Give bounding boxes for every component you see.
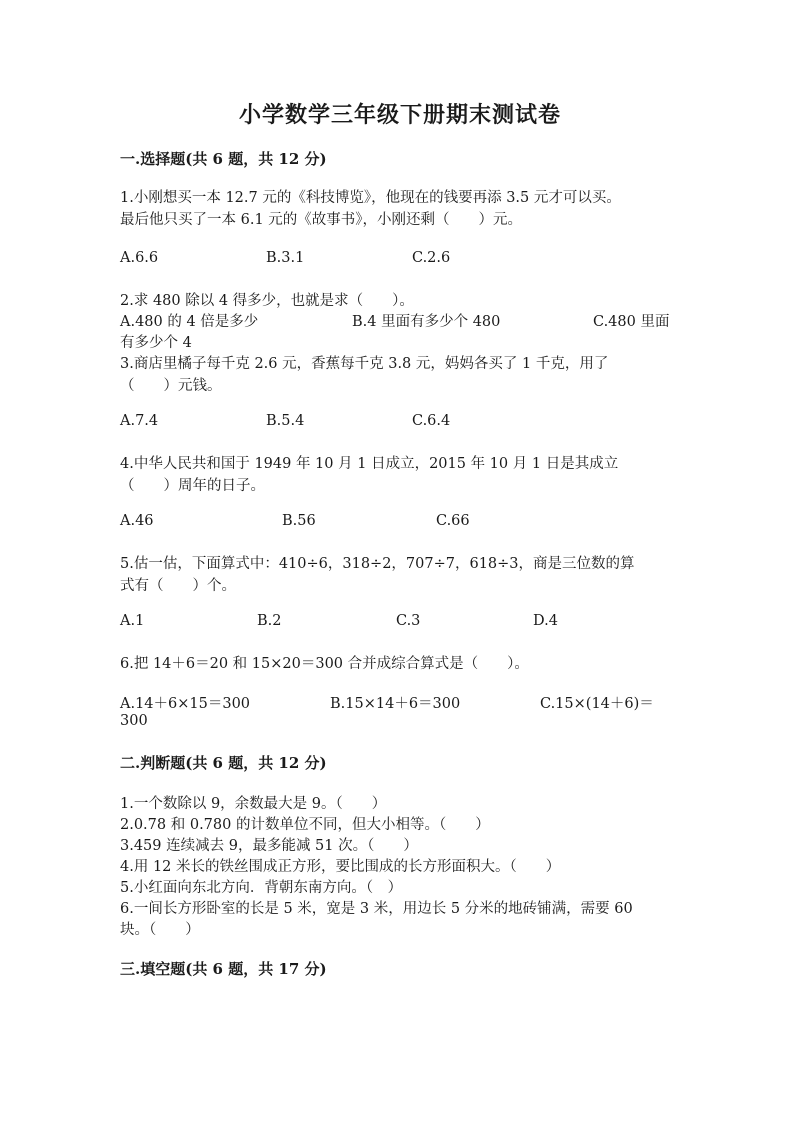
option-c: C.2.6 (412, 250, 451, 266)
question-text: （ ）元钱。 (120, 378, 222, 394)
option-a: A.6.6 (120, 250, 159, 266)
section-heading-fill: 三.填空题(共 6 题，共 17 分) (120, 960, 327, 978)
option-c: C.66 (436, 513, 470, 529)
option-a: A.14＋6×15＝300 (120, 696, 251, 712)
option-b: B.5.4 (266, 413, 305, 429)
judge-question: 4.用 12 米长的铁丝围成正方形，要比围成的长方形面积大。（ ） (120, 859, 561, 875)
option-d: D.4 (533, 613, 558, 629)
question-text: （ ）周年的日子。 (120, 478, 265, 494)
question-text: 3.商店里橘子每千克 2.6 元，香蕉每千克 3.8 元，妈妈各买了 1 千克，用了 (120, 356, 609, 372)
section-heading-judge: 二.判断题(共 6 题，共 12 分) (120, 754, 327, 772)
question-text: 1.小刚想买一本 12.7 元的《科技博览》，他现在的钱要再添 3.5 元才可以买。 (120, 190, 621, 206)
judge-question: 2.0.78 和 0.780 的计数单位不同，但大小相等。（ ） (120, 817, 490, 833)
question-text: 5.估一估，下面算式中：410÷6，318÷2，707÷7，618÷3，商是三位数的算 (120, 556, 635, 572)
option-wrap-text: 有多少个 4 (120, 335, 192, 351)
judge-question: 3.459 连续减去 9，最多能减 51 次。（ ） (120, 838, 418, 854)
option-b: B.56 (282, 513, 316, 529)
section-heading-choice: 一.选择题(共 6 题，共 12 分) (120, 150, 327, 168)
option-c: C.6.4 (412, 413, 451, 429)
option-a: A.480 的 4 倍是多少 (120, 314, 259, 330)
question-text: 最后他只买了一本 6.1 元的《故事书》，小刚还剩（ ）元。 (120, 212, 523, 228)
option-b: B.15×14＋6＝300 (330, 696, 461, 712)
option-b: B.2 (257, 613, 282, 629)
option-a: A.7.4 (120, 413, 159, 429)
judge-question: 1.一个数除以 9，余数最大是 9。（ ） (120, 796, 387, 812)
option-b: B.4 里面有多少个 480 (352, 314, 501, 330)
judge-question: 块。（ ） (120, 922, 200, 938)
option-a: A.46 (120, 513, 154, 529)
judge-question: 6.一间长方形卧室的长是 5 米，宽是 3 米，用边长 5 分米的地砖铺满，需要 60 (120, 901, 633, 917)
option-c: C.3 (396, 613, 421, 629)
question-text: 2.求 480 除以 4 得多少，也就是求（ ）。 (120, 293, 414, 309)
question-text: 6.把 14＋6＝20 和 15×20＝300 合并成综合算式是（ ）。 (120, 656, 529, 672)
option-c: C.15×(14＋6)＝ (540, 696, 654, 712)
option-c: C.480 里面 (593, 314, 670, 330)
question-text: 4.中华人民共和国于 1949 年 10 月 1 日成立，2015 年 10 月 1 日是其成立 (120, 456, 619, 472)
option-a: A.1 (120, 613, 145, 629)
question-text: 式有（ ）个。 (120, 578, 236, 594)
option-b: B.3.1 (266, 250, 305, 266)
page-title: 小学数学三年级下册期末测试卷 (238, 102, 561, 128)
option-wrap-text: 300 (120, 713, 148, 729)
judge-question: 5.小红面向东北方向．背朝东南方向。（ ） (120, 880, 403, 896)
